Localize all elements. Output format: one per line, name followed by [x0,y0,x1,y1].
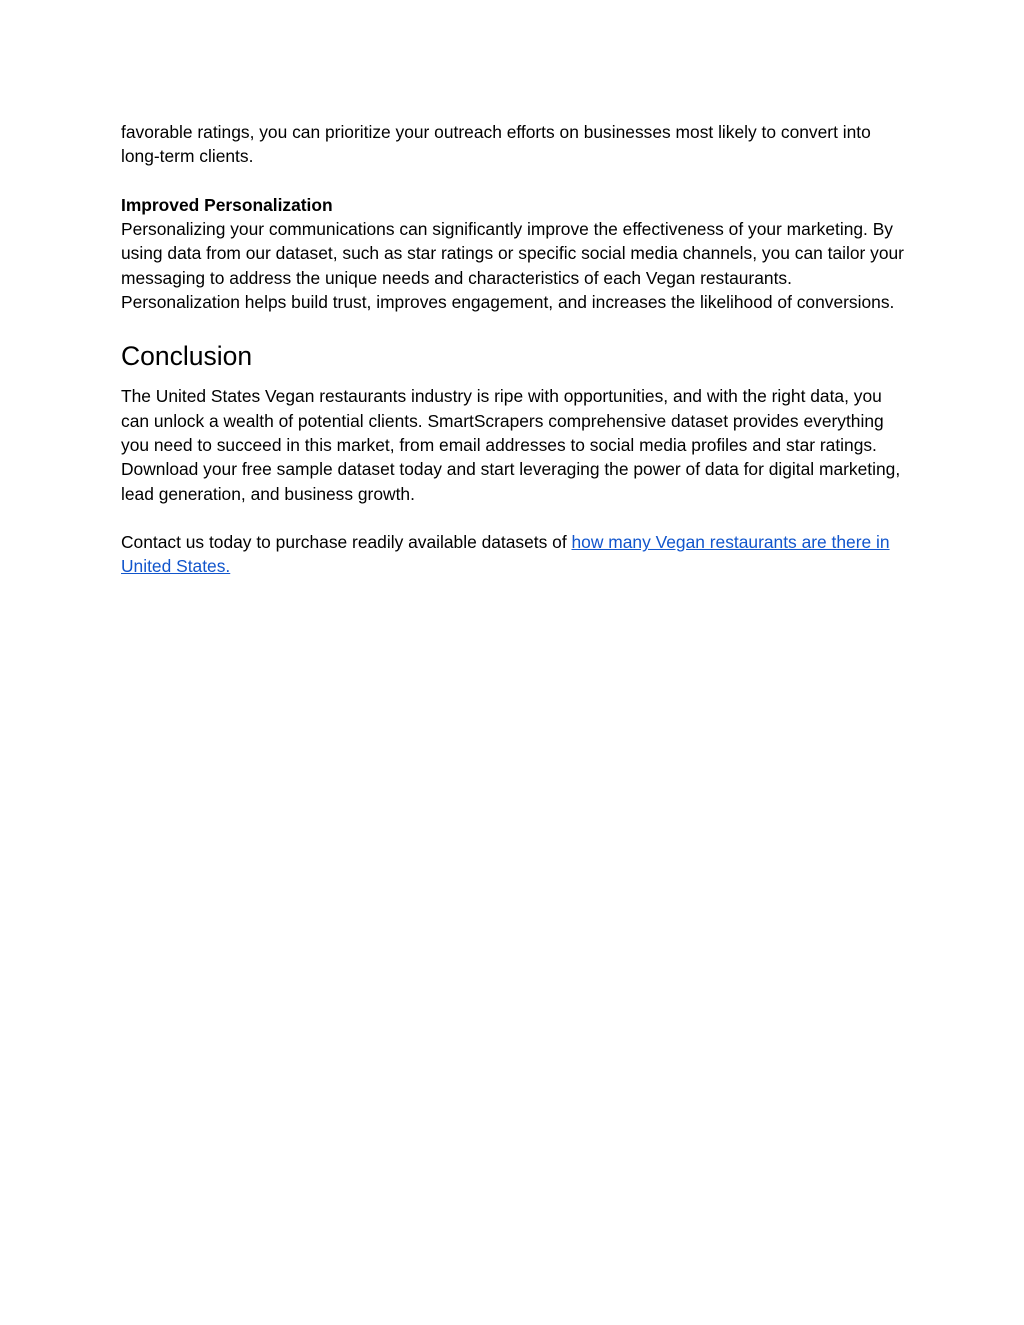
dataset-link[interactable]: how many Vegan restaurants are there in United States. [121,532,890,577]
contact-paragraph [121,530,911,579]
paragraph-spacer [121,506,911,530]
personalization-paragraph: Personalizing your communications can significantly improve the effectiveness of your marketing. By using data from our dataset, such as star ratings or specific social media channels, you can tailor your messaging to address the unique needs and characteristics of each Vegan restaurants. Personalization helps build trust, improves engagement, and increases the likelihood of conversions. [121,219,904,313]
paragraph-spacer [121,169,911,193]
section-subheading: Improved Personalization [121,194,333,215]
contact-text: Contact us today to purchase readily available datasets of [121,532,572,553]
document-body [121,120,911,579]
conclusion-paragraph: The United States Vegan restaurants industry is ripe with opportunities, and with the right data, you can unlock a wealth of potential clients. SmartScrapers comprehensive dataset provides everything you need to succeed in this market, from email addresses to social media profiles and star ratings. Download your free sample dataset today and start leveraging the power of data for digital marketing, lead generation, and business growth. [121,386,901,504]
section-heading: Conclusion [121,341,253,372]
intro-paragraph: favorable ratings, you can prioritize your outreach efforts on businesses most likely to convert into long-term clients. [121,122,871,167]
